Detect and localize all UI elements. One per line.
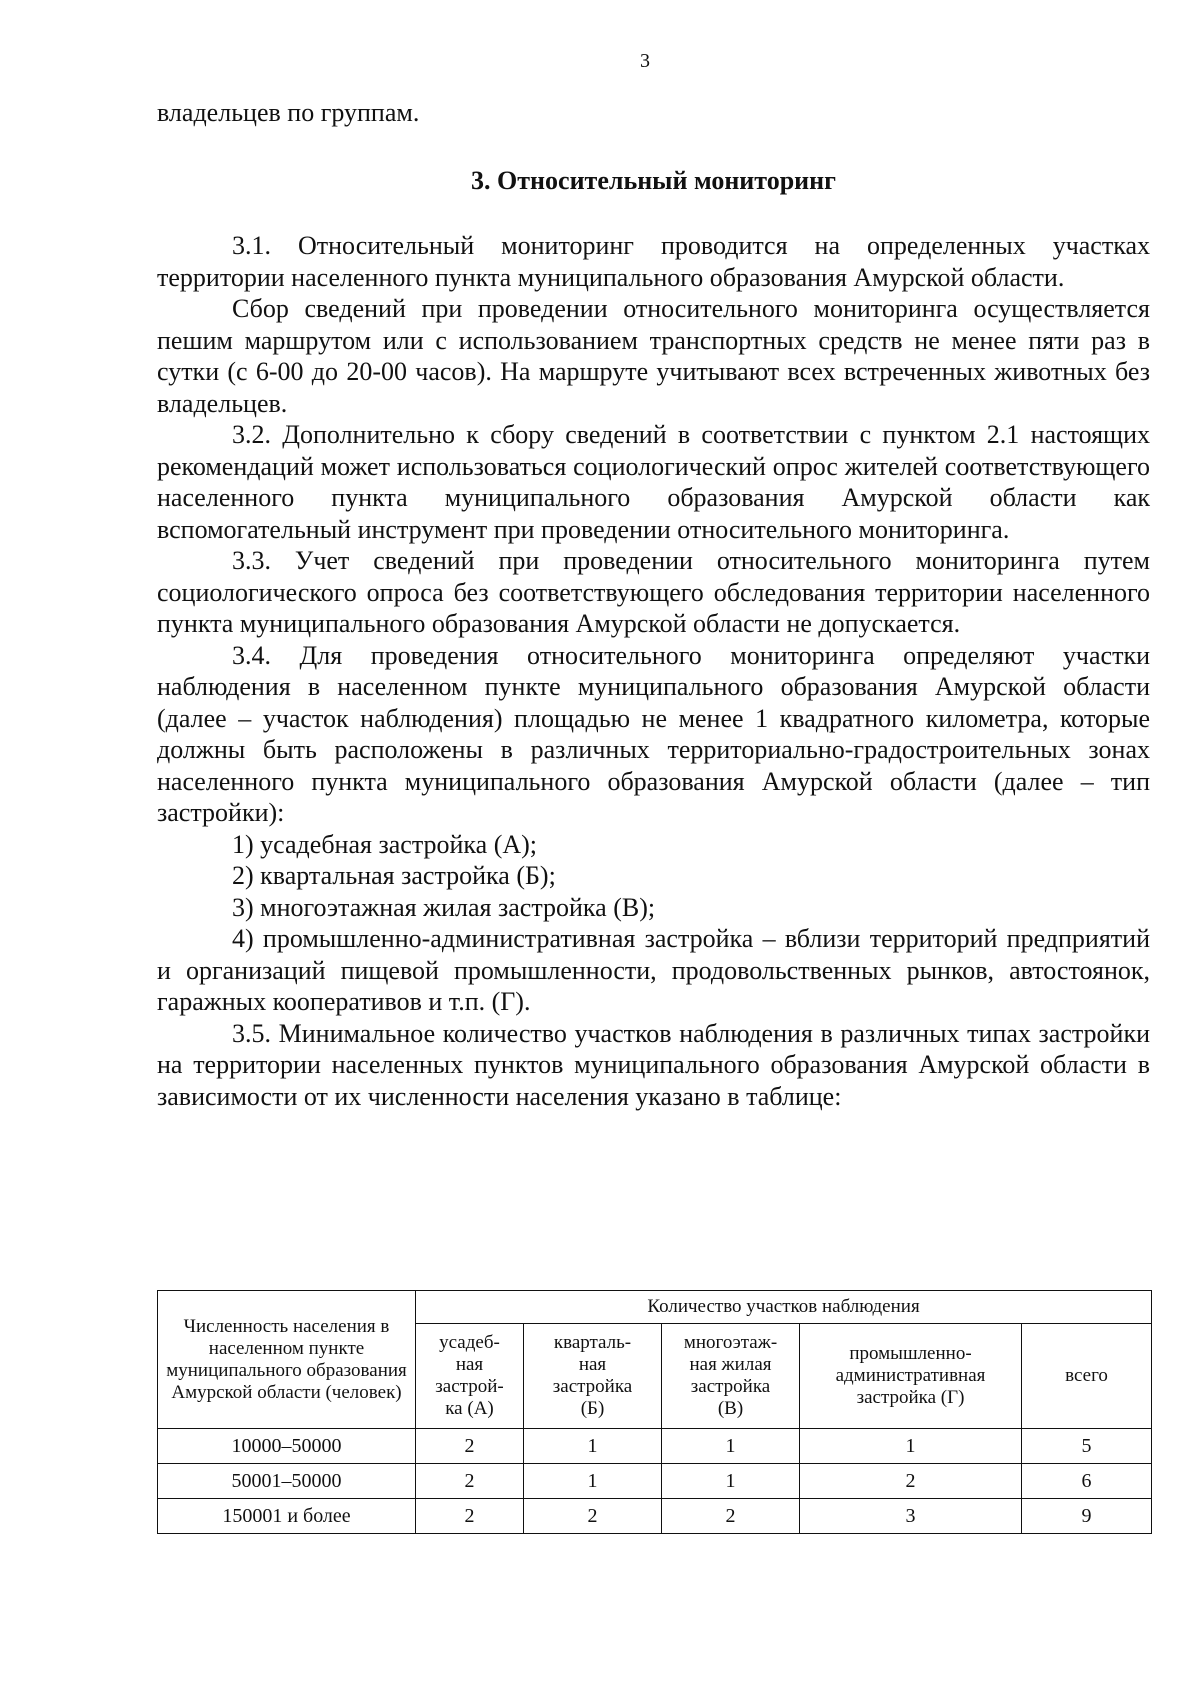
population-header: Численность населения в населенном пункте муниципального образования Амурской области (человек) <box>158 1291 416 1429</box>
paragraph-3-3: 3.3. Учет сведений при проведении относительного мониторинга путем социологического опроса без соответствующего обследования территории населенного пункта муниципального образования Амурской области не допускается. <box>157 546 1150 638</box>
count-cell-c: 2 <box>662 1499 800 1534</box>
population-cell: 150001 и более <box>158 1499 416 1534</box>
intro-line: владельцев по группам. <box>157 98 420 127</box>
observation-table <box>157 1290 1152 1534</box>
paragraph-3-5: 3.5. Минимальное количество участков наблюдения в различных типах застройки на территории населенных пунктов муниципального образования Амурской области в зависимости от их численности населения указано в таблице: <box>157 1018 1150 1111</box>
column-header-d-text: промышленно- административная застройка (Г) <box>835 1343 986 1408</box>
column-header-c <box>662 1324 800 1429</box>
list-item-3: 3) многоэтажная жилая застройка (В); <box>232 892 656 922</box>
count-cell-b: 1 <box>524 1429 662 1464</box>
list-item-4: 4) промышленно-административная застройка – вблизи территорий предприятий и организаций пищевой промышленности, продовольственных рынков, автостоянок, гаражных кооперативов и т.п. (Г). <box>157 924 1150 1016</box>
section-title: 3. Относительный мониторинг <box>471 166 836 195</box>
population-cell: 50001–50000 <box>158 1464 416 1499</box>
observation-count-header: Количество участков наблюдения <box>416 1291 1152 1324</box>
column-header-b-text: кварталь- ная застройка (Б) <box>552 1332 633 1419</box>
count-cell-b: 1 <box>524 1464 662 1499</box>
count-cell-a: 2 <box>416 1499 524 1534</box>
paragraph-collection: Сбор сведений при проведении относительного мониторинга осуществляется пешим маршрутом или с использованием транспортных средств не менее пяти раз в сутки (с 6-00 до 20-00 часов). На маршруте учитывают всех встреченных животных без владельцев. <box>157 294 1150 418</box>
column-header-total-text: всего <box>1065 1365 1108 1386</box>
count-cell-a: 2 <box>416 1464 524 1499</box>
observation-table-wrapper <box>157 1290 1151 1534</box>
count-cell-total: 5 <box>1022 1429 1152 1464</box>
table-row <box>158 1499 1152 1534</box>
count-cell-c: 1 <box>662 1429 800 1464</box>
count-cell-b: 2 <box>524 1499 662 1534</box>
count-cell-d: 3 <box>800 1499 1022 1534</box>
column-header-c-text: многоэтаж- ная жилая застройка (В) <box>683 1332 778 1419</box>
population-cell: 10000–50000 <box>158 1429 416 1464</box>
paragraph-3-1: 3.1. Относительный мониторинг проводится на определенных участках территории населенного пункта муниципального образования Амурской области. <box>157 231 1150 292</box>
list-item-1: 1) усадебная застройка (А); <box>232 829 538 859</box>
count-cell-d: 2 <box>800 1464 1022 1499</box>
page-number: 3 <box>640 50 650 72</box>
paragraph-3-4: 3.4. Для проведения относительного мониторинга определяют участки наблюдения в населенном пункте муниципального образования Амурской области (далее – участок наблюдения) площадью не менее 1 квадратного километра, которые должны быть расположены в различных территориально-градостроительных зонах населенного пункта муниципального образования Амурской области (далее – тип застройки): <box>157 640 1150 827</box>
column-header-total <box>1022 1324 1152 1429</box>
list-item-2: 2) квартальная застройка (Б); <box>232 861 556 890</box>
count-cell-a: 2 <box>416 1429 524 1464</box>
count-cell-total: 9 <box>1022 1499 1152 1534</box>
column-header-d <box>800 1324 1022 1429</box>
table-row <box>158 1464 1152 1499</box>
column-header-a-text: усадеб- ная застрой- ка (А) <box>435 1332 504 1419</box>
count-cell-total: 6 <box>1022 1464 1152 1499</box>
column-header-a <box>416 1324 524 1429</box>
paragraph-3-2: 3.2. Дополнительно к сбору сведений в соответствии с пунктом 2.1 настоящих рекомендаций может использоваться социологический опрос жителей соответствующего населенного пункта муниципального образования Амурской области как вспомогательный инструмент при проведении относительного мониторинга. <box>157 420 1150 544</box>
table-row <box>158 1429 1152 1464</box>
count-cell-c: 1 <box>662 1464 800 1499</box>
count-cell-d: 1 <box>800 1429 1022 1464</box>
column-header-b <box>524 1324 662 1429</box>
section-body <box>157 230 1150 1112</box>
